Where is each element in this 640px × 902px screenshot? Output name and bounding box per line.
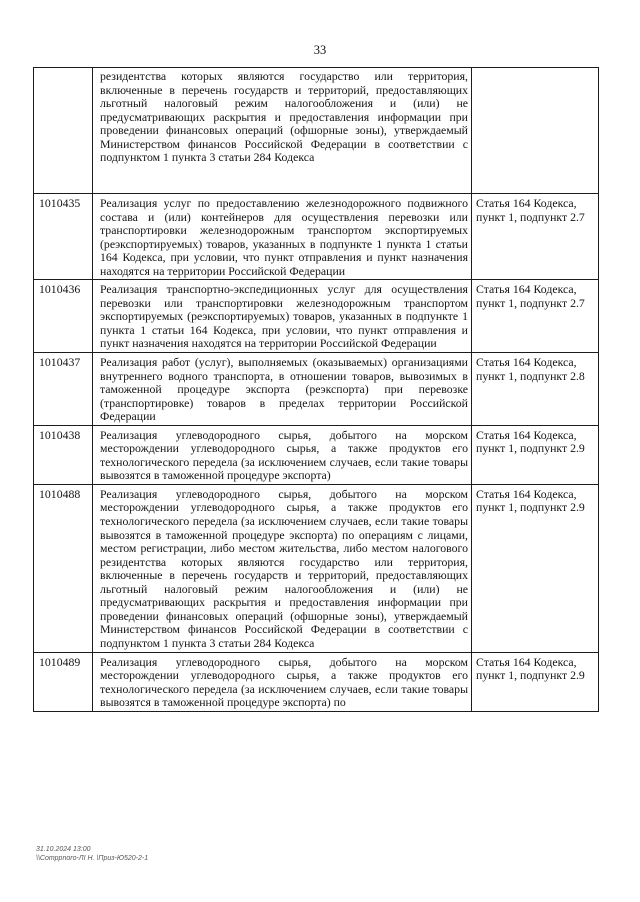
code-reference: Статья 164 Кодекса, пункт 1, подпункт 2.7 — [476, 196, 585, 224]
operation-description: резидентства которых являются государство или территория, включенные в перечень государств и территорий, предоставляющих льготный налоговый режим налогообложения и (или) не предусматривающих раскрытия и предоставления информации при проведении финансовых операций (офшорные зоны), утверждаемый Министерством финансов Российской Федерации в соответствии с подпунктом 1 пункта 3 статьи 284 Кодекса — [100, 69, 468, 165]
codes-table — [33, 67, 599, 712]
reference-cell — [472, 68, 599, 194]
table-row — [34, 68, 599, 194]
operation-code — [34, 68, 92, 71]
code-cell — [34, 68, 93, 194]
code-cell — [34, 652, 93, 711]
table-row — [34, 484, 599, 652]
operation-description: Реализация услуг по предоставлению железнодорожного подвижного состава и (или) контейнеров для осуществления перевозки или транспортировки железнодорожным транспортом экспортируемых (реэкспортируемых) товаров, указанных в подпункте 1 пункта 1 статьи 164 Кодекса, при условии, что пункт отправления и пункт назначения находятся на территории Российской Федерации — [100, 196, 468, 278]
code-cell — [34, 425, 93, 484]
description-cell — [93, 484, 472, 652]
code-reference — [472, 68, 598, 71]
table-row — [34, 353, 599, 426]
footer-stamp — [36, 845, 148, 863]
description-cell — [93, 68, 472, 194]
code-reference: Статья 164 Кодекса, пункт 1, подпункт 2.8 — [476, 355, 585, 383]
code-cell — [34, 280, 93, 353]
reference-cell — [472, 484, 599, 652]
operation-description: Реализация углеводородного сырья, добытого на морском месторождении углеводородного сырья, а также продуктов его технологического передела (за исключением случаев, если такие товары вывозятся в таможенной процедуре экспорта) по операциям с лицами, местом регистрации, либо местом жительства, либо местом налогового резидентства которых являются государство или территория, включенные в перечень государств и территорий, предоставляющих льготный налоговый режим налогообложения и (или) не предусматривающих раскрытия и предоставления информации при проведении финансовых операций (офшорные зоны), утверждаемый Министерством финансов Российской Федерации в соответствии с подпунктом 1 пункта 3 статьи 284 Кодекса — [100, 486, 468, 650]
operation-code: 1010435 — [39, 196, 81, 210]
code-reference: Статья 164 Кодекса, пункт 1, подпункт 2.7 — [476, 282, 585, 310]
code-reference: Статья 164 Кодекса, пункт 1, подпункт 2.9 — [476, 427, 585, 456]
reference-cell — [472, 353, 599, 426]
operation-code: 1010489 — [39, 654, 81, 669]
reference-cell — [472, 194, 599, 280]
description-cell — [93, 280, 472, 353]
operation-code: 1010436 — [39, 282, 81, 297]
description-cell — [93, 425, 472, 484]
table-row — [34, 425, 599, 484]
operation-code: 1010488 — [39, 486, 81, 501]
description-cell — [93, 652, 472, 711]
table-row — [34, 652, 599, 711]
page-number: 33 — [313, 43, 327, 57]
code-reference: Статья 164 Кодекса, пункт 1, подпункт 2.9 — [476, 654, 585, 683]
description-cell — [93, 353, 472, 426]
reference-cell — [472, 425, 599, 484]
footer-timestamp: 31.10.2024 13:00 — [36, 846, 91, 853]
operation-description: Реализация транспортно-экспедиционных услуг для осуществления перевозки или транспортировки железнодорожным транспортом экспортируемых (реэкспортируемых) товаров, указанных в подпункте 1 пункта 1 статьи 164 Кодекса, при условии, что пункт отправления и пункт назначения находятся на территории Российской Федерации — [100, 282, 468, 351]
code-reference: Статья 164 Кодекса, пункт 1, подпункт 2.9 — [476, 486, 585, 515]
operation-code: 1010438 — [39, 427, 81, 442]
description-cell — [93, 194, 472, 280]
table-row — [34, 194, 599, 280]
code-cell — [34, 353, 93, 426]
code-cell — [34, 194, 93, 280]
footer-file-path: \\Comppnoro-ЛI Н. \Приз-Ю520-2-1 — [36, 855, 149, 862]
reference-cell — [472, 280, 599, 353]
operation-description: Реализация углеводородного сырья, добытого на морском месторождении углеводородного сырья, а также продуктов его технологического передела (за исключением случаев, если такие товары вывозятся в таможенной процедуре экспорта) — [100, 427, 468, 483]
operation-description: Реализация работ (услуг), выполняемых (оказываемых) организациями внутреннего водного транспорта, в отношении товаров, вывозимых в таможенной процедуре экспорта (реэкспорта) при перевозке (транспортировке) товаров в пределах территории Российской Федерации — [100, 355, 468, 424]
code-cell — [34, 484, 93, 652]
reference-cell — [472, 652, 599, 711]
operation-description: Реализация углеводородного сырья, добытого на морском месторождении углеводородного сырья, а также продуктов его технологического передела (за исключением случаев, если такие товары вывозятся в таможенной процедуре экспорта) по — [100, 654, 468, 710]
table-row — [34, 280, 599, 353]
operation-code: 1010437 — [39, 355, 81, 370]
